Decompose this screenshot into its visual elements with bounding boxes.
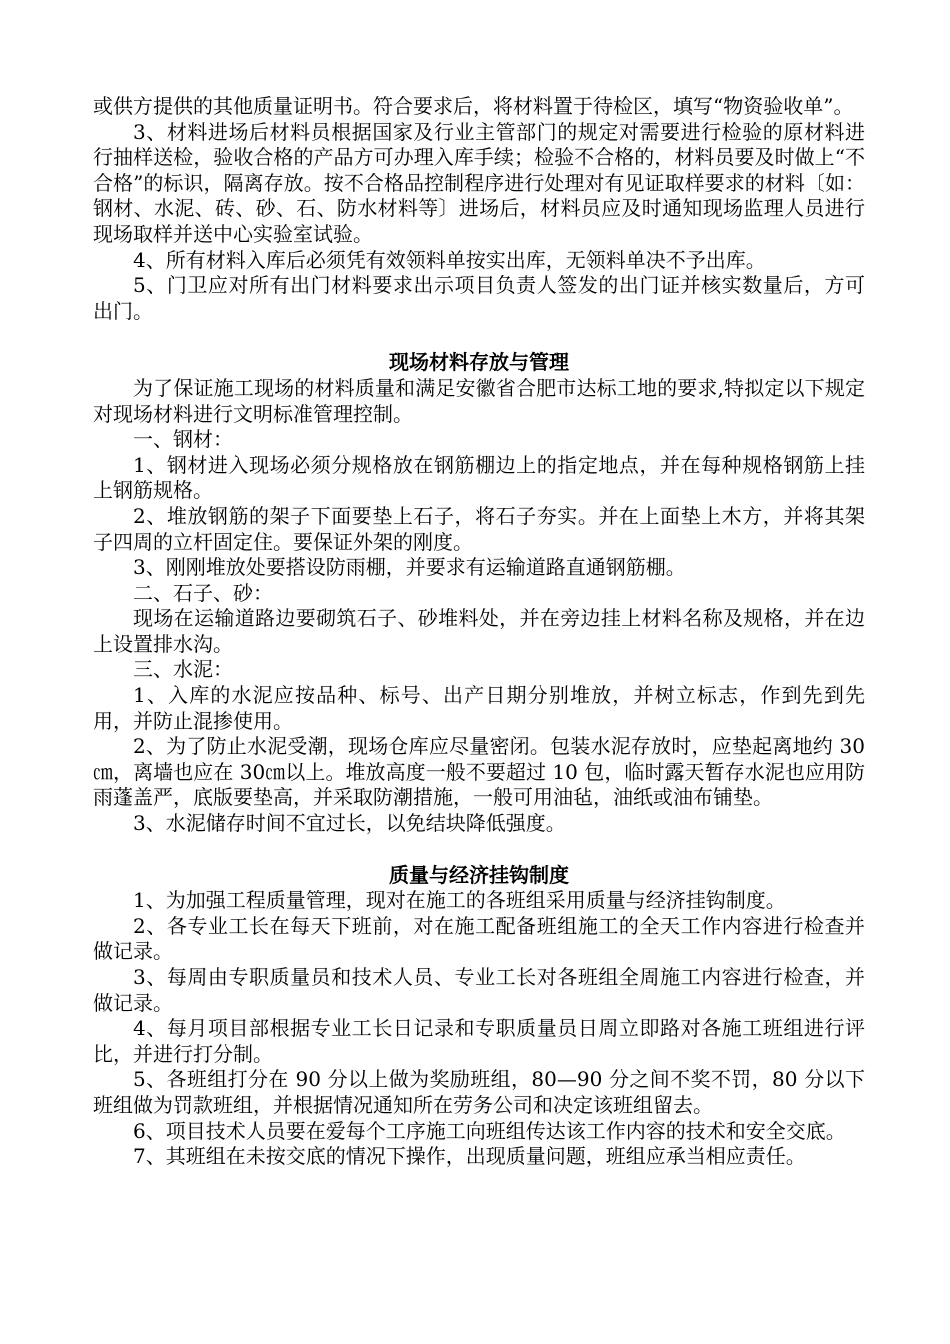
- paragraph-item: 3、每周由专职质量员和技术人员、专业工长对各班组全周施工内容进行检查，并做记录。: [93, 965, 865, 1015]
- paragraph-item: 3、刚刚堆放处要搭设防雨棚，并要求有运输道路直通钢筋棚。: [133, 555, 686, 580]
- paragraph-item: 3、材料进场后材料员根据国家及行业主管部门的规定对需要进行检验的原材料进行抽样送检，验收合格的产品方可办理入库手续；检验不合格的，材料员要及时做上“不合格”的标识，隔离存放。按不合格品控制程序进行处理对有见证取样要求的材料〔如：钢材、水泥、砖、砂、石、防水材料等〕进场后，材料员应及时通知现场监理人员进行现场取样并送中心实验室试验。: [93, 119, 865, 246]
- subheading-cement: 三、水泥：: [133, 657, 233, 682]
- paragraph-item: 1、入库的水泥应按品种、标号、出产日期分别堆放，并树立标志，作到先到先用，并防止混掺使用。: [93, 683, 865, 733]
- paragraph-item: 2、为了防止水泥受潮，现场仓库应尽量密闭。包装水泥存放时，应垫起离地约 30㎝，离墙也应在 30㎝以上。堆放高度一般不要超过 10 包，临时露天暂存水泥也应用防雨蓬盖严，底版要垫高，并采取防潮措施，一般可用油毡，油纸或油布铺垫。: [93, 734, 865, 810]
- paragraph-item: 1、钢材进入现场必须分规格放在钢筋棚边上的指定地点，并在每种规格钢筋上挂上钢筋规格。: [93, 452, 865, 503]
- document-page: [93, 94, 865, 1170]
- paragraph-item: 5、各班组打分在 90 分以上做为奖励班组，80—90 分之间不奖不罚，80 分以下班组做为罚款班组，并根据情况通知所在劳务公司和决定该班组留去。: [93, 1067, 865, 1117]
- subheading-steel: 一、钢材：: [133, 427, 233, 452]
- paragraph-item: 4、所有材料入库后必须凭有效领料单按实出库，无领料单决不予出库。: [133, 247, 766, 272]
- paragraph-continuation: 或供方提供的其他质量证明书。符合要求后，将材料置于待检区，填写“物资验收单”。: [93, 94, 854, 118]
- section-title-storage: 现场材料存放与管理: [389, 350, 569, 375]
- subheading-stone: 二、石子、砂：: [133, 580, 273, 605]
- paragraph-item: 1、为加强工程质量管理，现对在施工的各班组采用质量与经济挂钩制度。: [133, 888, 786, 913]
- paragraph-item: 5、门卫应对所有出门材料要求出示项目负责人签发的出门证并核实数量后，方可出门。: [93, 273, 865, 323]
- paragraph-item: 7、其班组在未按交底的情况下操作，出现质量问题，班组应承当相应责任。: [133, 1144, 806, 1169]
- paragraph-item: 6、项目技术人员要在爱每个工序施工向班组传达该工作内容的技术和安全交底。: [133, 1118, 846, 1143]
- paragraph-item: 3、水泥储存时间不宜过长，以免结块降低强度。: [133, 811, 566, 836]
- paragraph-item: 现场在运输道路边要砌筑石子、砂堆料处，并在旁边挂上材料名称及规格，并在边上设置排水沟。: [93, 606, 865, 656]
- section-title-quality: 质量与经济挂钩制度: [389, 862, 569, 887]
- paragraph-item: 2、堆放钢筋的架子下面要垫上石子，将石子夯实。并在上面垫上木方，并将其架子四周的立杆固定住。要保证外架的刚度。: [93, 503, 865, 554]
- paragraph-intro: 为了保证施工现场的材料质量和满足安徽省合肥市达标工地的要求,特拟定以下规定对现场材料进行文明标准管理控制。: [93, 375, 865, 426]
- paragraph-item: 2、各专业工长在每天下班前，对在施工配备班组施工的全天工作内容进行检查并做记录。: [93, 913, 865, 964]
- paragraph-item: 4、每月项目部根据专业工长日记录和专职质量员日周立即路对各施工班组进行评比，并进行打分制。: [93, 1016, 865, 1066]
